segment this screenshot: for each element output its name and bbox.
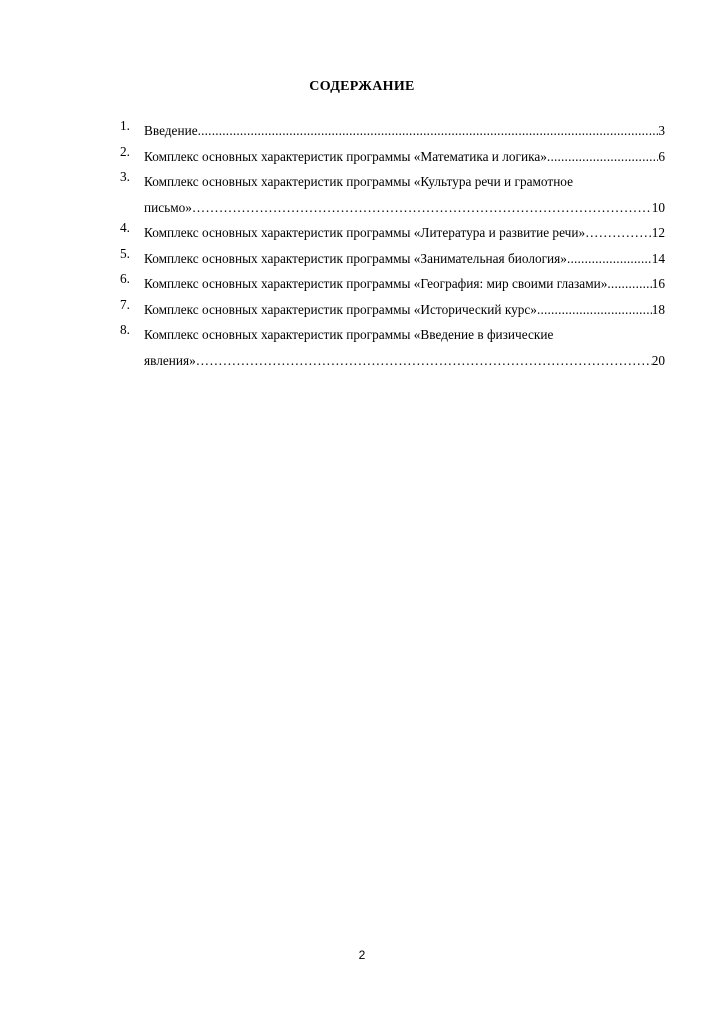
toc-entry-title: Комплекс основных характеристик программы «Математика и логика»: [144, 148, 547, 164]
toc-entry-page: 12: [651, 225, 665, 240]
toc-entry-page: 20: [651, 352, 665, 368]
toc-leader-dots: [567, 246, 652, 272]
toc-entry-title: Комплекс основных характеристик программы «Занимательная биология»: [144, 250, 567, 266]
toc-entry-title: Комплекс основных характеристик программы «Культура речи и грамотное: [144, 174, 574, 189]
toc-entry-page: 14: [651, 250, 665, 266]
toc-entry-7: [120, 297, 665, 323]
toc-leader-dots: [547, 144, 658, 170]
toc-leader-dots: [192, 195, 652, 221]
toc-leader-dots: [198, 118, 659, 144]
table-of-contents: [120, 118, 665, 373]
toc-entry-number: 6.: [120, 271, 130, 286]
toc-entry-page: 3: [658, 123, 665, 138]
toc-entry-title: Введение: [144, 123, 198, 138]
toc-entry-2: [120, 144, 665, 170]
toc-entry-number: 5.: [120, 245, 130, 261]
toc-entry-title: Комплекс основных характеристик программы «Исторический курс»: [144, 301, 537, 317]
toc-entry-number: 8.: [120, 322, 130, 337]
toc-entry-title: Комплекс основных характеристик программы «География: мир своими глазами»: [144, 276, 608, 291]
toc-entry-title-continued: письмо»: [144, 199, 192, 215]
toc-entry-number: 3.: [120, 169, 130, 184]
toc-entry-8: [120, 322, 665, 373]
toc-entry-title: Комплекс основных характеристик программы «Введение в физические: [144, 327, 554, 342]
toc-leader-dots: [607, 271, 651, 297]
toc-leader-dots: [196, 348, 652, 374]
toc-entry-5: [120, 246, 665, 272]
toc-entry-number: 1.: [120, 118, 130, 133]
toc-entry-3: [120, 169, 665, 220]
toc-entry-page: 16: [651, 276, 665, 291]
toc-entry-1: [120, 118, 665, 144]
toc-entry-page: 6: [658, 148, 665, 164]
toc-leader-dots: [585, 220, 652, 246]
toc-entry-number: 7.: [120, 296, 130, 312]
toc-entry-number: 4.: [120, 220, 130, 235]
toc-entry-title-continued: явления»: [144, 352, 196, 368]
toc-entry-page: 10: [651, 199, 665, 215]
toc-leader-dots: [537, 297, 652, 323]
toc-entry-6: [120, 271, 665, 297]
toc-entry-page: 18: [651, 301, 665, 317]
page-title: СОДЕРЖАНИЕ: [309, 79, 415, 94]
toc-entry-number: 2.: [120, 143, 130, 159]
toc-entry-title: Комплекс основных характеристик программы «Литература и развитие речи»: [144, 225, 586, 240]
toc-entry-4: [120, 220, 665, 246]
page-number: 2: [358, 948, 366, 962]
